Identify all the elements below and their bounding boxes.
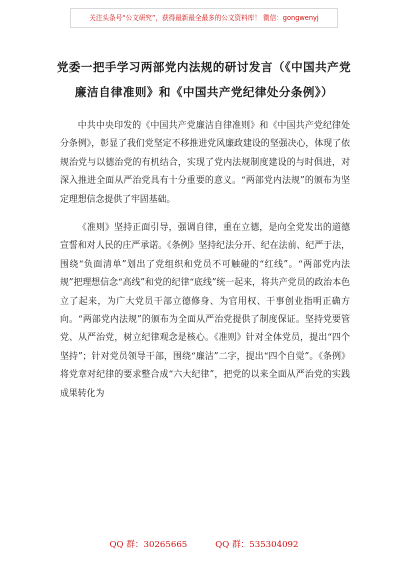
body-paragraph-2: 《准则》坚持正面引导，强调自律，重在立德，是向全党发出的道德宣誓和对人民的庄严承诺。《条例》坚持纪法分开、纪在法前、纪严于法，围绕“负面清单”划出了党组织和党员不可触碰的“红线”。“两部党内法规”把理想信念“高线”和党的纪律“底线”统一起来，将共产党员的政治本色立了起来，为广大党员干部立德修身、为官用权、干事创业指明正确方向。“两部党内法规”的颁布为全面从严治党提供了制度保证。坚持党要管党、从严治党，树立纪律观念是核心。《准则》针对全体党员，提出“四个坚持”；针对党员领导干部，围绕“廉洁”二字，提出“四个自觉”。《条例》将党章对纪律的要求整合成“六大纪律”，把党的以来全面从严治党的实践成果转化为: [60, 223, 350, 399]
header-banner: 关注头条号“公文研究”，获得最新最全最多的公文资料库！ 微信：gongwenyj: [70, 8, 338, 28]
footer-qq-group-2: QQ 群：535304092: [215, 540, 299, 550]
title-line-1: 党委一把手学习两部党内法规的研讨发言（《中国共产党: [56, 60, 352, 74]
body-paragraph-1: 中共中央印发的《中国共产党廉洁自律准则》和《中国共产党纪律处分条例》，彰显了我们党坚定不移推进党风廉政建设的坚强决心，体现了依规治党与以德治党的有机结合，实现了党内法规制度建设的与时俱进，对深入推进全面从严治党具有十分重要的意义。“两部党内法规”的颁布为坚定理想信念提供了牢固基础。: [60, 121, 350, 205]
document-body: [60, 117, 350, 403]
document-title: [52, 55, 356, 105]
footer-qq-group-1: QQ 群：30265665: [109, 540, 188, 550]
title-line-2: 廉洁自律准则》和《中国共产党纪律处分条例》）: [74, 85, 334, 99]
footer-contact: [0, 538, 408, 550]
